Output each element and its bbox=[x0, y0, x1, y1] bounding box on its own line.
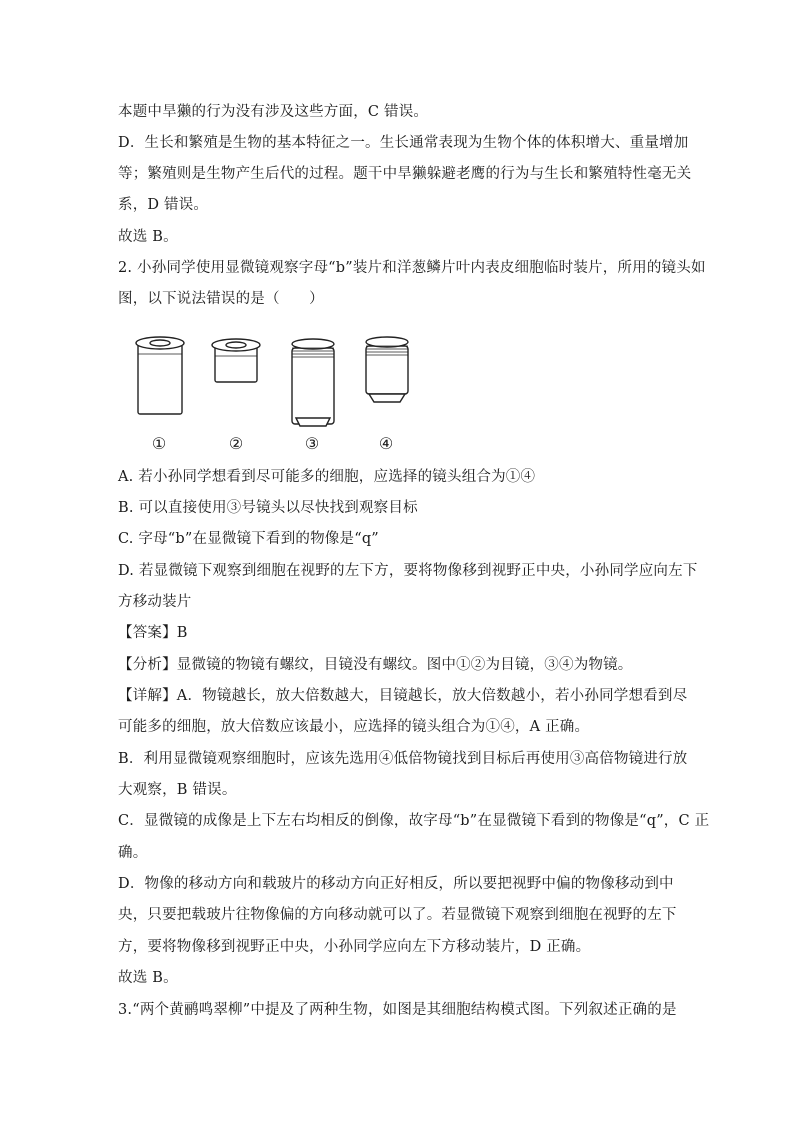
line-16: B．利用显微镜观察细胞时，应该先选用④低倍物镜找到目标后再使用③高倍物镜进行放 bbox=[118, 751, 688, 767]
line-15: 可能多的细胞，放大倍数应该最小，应选择的镜头组合为①④，A 正确。 bbox=[118, 719, 590, 735]
line-7: A. 若小孙同学想看到尽可能多的细胞，应选择的镜头组合为①④ bbox=[118, 469, 536, 485]
line-11: 方移动装片 bbox=[118, 594, 192, 610]
line-17: 大观察，B 错误。 bbox=[118, 782, 237, 798]
line-0: 本题中旱獭的行为没有涉及这些方面，C 错误。 bbox=[118, 104, 429, 120]
line-19: 确。 bbox=[118, 845, 148, 861]
lens-label-1: ① bbox=[151, 434, 167, 453]
line-3: 系，D 错误。 bbox=[118, 197, 209, 213]
line-20: D．物像的移动方向和载玻片的移动方向正好相反，所以要把视野中偏的物像移动到中 bbox=[118, 876, 674, 892]
line-6: 图，以下说法错误的是（ ） bbox=[118, 291, 324, 307]
line-18: C．显微镜的成像是上下左右均相反的倒像，故字母“b”在显微镜下看到的物像是“q”，C 正 bbox=[118, 813, 710, 829]
eyepiece-long-icon bbox=[138, 344, 182, 414]
line-2: 等；繁殖则是生物产生后代的过程。题干中旱獭躲避老鹰的行为与生长和繁殖特性毫无关 bbox=[118, 166, 692, 182]
line-14: 【详解】A．物镜越长，放大倍数越大，目镜越长，放大倍数越小，若小孙同学想看到尽 bbox=[118, 688, 688, 704]
line-12: 【答案】B bbox=[118, 625, 188, 641]
line-9: C. 字母“b”在显微镜下看到的物像是“q” bbox=[118, 531, 379, 547]
line-5: 2. 小孙同学使用显微镜观察字母“b”装片和洋葱鳞片叶内表皮细胞临时装片，所用的镜头如 bbox=[118, 260, 706, 276]
line-13: 【分析】显微镜的物镜有螺纹，目镜没有螺纹。图中①②为目镜，③④为物镜。 bbox=[118, 657, 633, 673]
lens-figure bbox=[125, 330, 425, 460]
line-21: 央，只要把载玻片往物像偏的方向移动就可以了。若显微镜下观察到细胞在视野的左下 bbox=[118, 907, 677, 923]
line-22: 方，要将物像移到视野正中央，小孙同学应向左下方移动装片，D 正确。 bbox=[118, 939, 591, 955]
lens-label-2: ② bbox=[228, 434, 244, 453]
lens-label-4: ④ bbox=[378, 434, 394, 453]
line-4: 故选 B。 bbox=[118, 229, 178, 245]
lens-label-3: ③ bbox=[304, 434, 320, 453]
line-10: D. 若显微镜下观察到细胞在视野的左下方，要将物像移到视野正中央，小孙同学应向左下 bbox=[118, 563, 698, 579]
objective-long-icon bbox=[292, 339, 334, 426]
line-1: D．生长和繁殖是生物的基本特征之一。生长通常表现为生物个体的体积增大、重量增加 bbox=[118, 135, 689, 151]
line-8: B. 可以直接使用③号镜头以尽快找到观察目标 bbox=[118, 500, 418, 516]
line-24: 3.“两个黄鹂鸣翠柳”中提及了两种生物，如图是其细胞结构模式图。下列叙述正确的是 bbox=[118, 1002, 677, 1018]
objective-short-icon bbox=[366, 337, 408, 402]
lens-drawing bbox=[125, 330, 425, 430]
line-23: 故选 B。 bbox=[118, 970, 178, 986]
